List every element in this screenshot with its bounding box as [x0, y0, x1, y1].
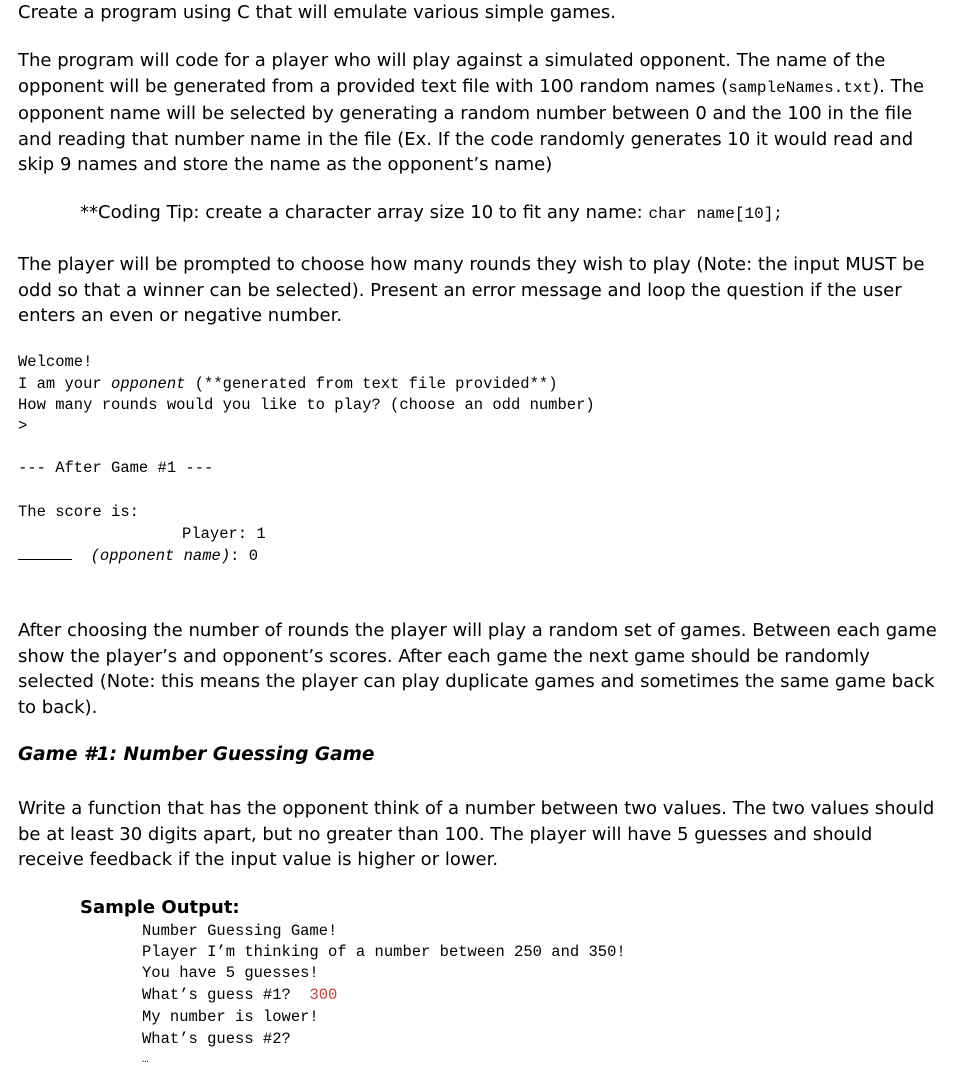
- sample-line-1: Number Guessing Game!: [142, 922, 338, 940]
- coding-tip: [80, 200, 940, 228]
- console-opp-b: : 0: [230, 547, 259, 565]
- blank-line: [18, 545, 72, 560]
- console-rounds-question: How many rounds would you like to play? (choose an odd number): [18, 396, 595, 414]
- paragraph-opponent-name: [18, 48, 943, 178]
- tip-code: char name[10];: [648, 205, 783, 223]
- console-iam-c: (**generated from text file provided**): [185, 375, 558, 393]
- sample-line-3: You have 5 guesses!: [142, 964, 319, 982]
- console-prompt: >: [18, 417, 28, 435]
- para1-text-a: The program will code for a player who will play against a simulated opponent. The name of the opponent will be generated from a provided text file with 100 random names (: [18, 50, 886, 97]
- sample-line-2: Player I’m thinking of a number between 250 and 350!: [142, 943, 626, 961]
- sample-ellipsis: …: [142, 1054, 149, 1066]
- console-opp-a: (opponent name): [90, 547, 231, 565]
- console-player-score: Player: 1: [182, 525, 266, 543]
- sample-line-4: [142, 985, 337, 1005]
- console-iam: [18, 374, 558, 394]
- console-iam-a: I am your: [18, 375, 112, 393]
- tip-text: **Coding Tip: create a character array size 10 to fit any name:: [80, 202, 649, 223]
- console-welcome: Welcome!: [18, 353, 93, 371]
- sample-output-label: Sample Output:: [80, 897, 240, 918]
- sample-line-5: My number is lower!: [142, 1008, 319, 1026]
- para1-text-b: ). The opponent name will be selected by generating a random number between 0 and the 100 in the file and reading that number name in the file (Ex. If the code randomly generates 10 it would read and skip 9 names and store the name as the opponent’s name): [18, 75, 925, 175]
- game1-heading: Game #1: Number Guessing Game: [18, 744, 375, 765]
- paragraph-number-guessing: Write a function that has the opponent think of a number between two values. The two values should be at least 30 digits apart, but no greater than 100. The player will have 5 guesses and should receive feedback if the input value is higher or lower.: [18, 798, 935, 870]
- console-after-game: --- After Game #1 ---: [18, 459, 214, 477]
- sample-user-input: 300: [309, 986, 338, 1004]
- filename-code: sampleNames.txt: [728, 78, 873, 97]
- sample-line-6: What’s guess #2?: [142, 1030, 291, 1048]
- console-opponent-score: [18, 545, 258, 566]
- console-score-label: The score is:: [18, 503, 139, 521]
- intro-text: Create a program using C that will emulate various simple games.: [18, 2, 616, 23]
- paragraph-random-games: After choosing the number of rounds the player will play a random set of games. Between each game show the player’s and opponent’s scores. After each game the next game should be randomly selected (Note: this means the player can play duplicate games and sometimes the same game back to back).: [18, 620, 937, 718]
- paragraph-rounds: The player will be prompted to choose how many rounds they wish to play (Note: the input MUST be odd so that a winner can be selected). Present an error message and loop the question if the user enters an even or negative number.: [18, 254, 925, 326]
- console-iam-b: opponent: [111, 375, 186, 393]
- sample-line-4-text: What’s guess #1?: [142, 986, 291, 1004]
